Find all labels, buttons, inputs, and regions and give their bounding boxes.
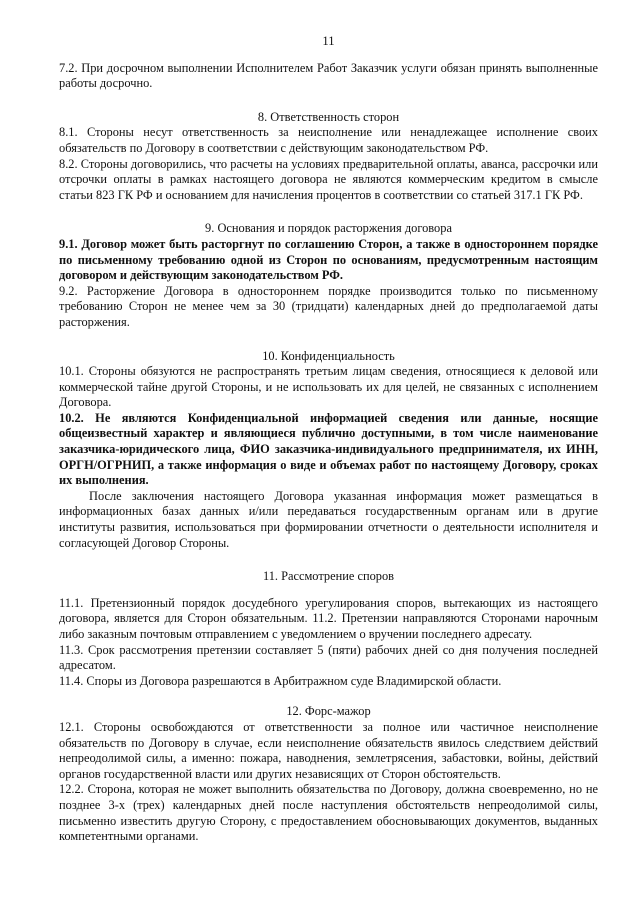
clause-10-3: После заключения настоящего Договора указанная информация может размещаться в информационных базах данных и/или передаваться государственным органам или в другие институты развития, использоваться при формировании отчетности о деятельности исполнителя и согласующей Договор Стороны. [59, 488, 598, 550]
section-9-heading: 9. Основания и порядок расторжения договора [205, 221, 452, 236]
page-number: 11 [322, 34, 335, 48]
clause-11-3: 11.3. Срок рассмотрения претензии составляет 5 (пяти) рабочих дней со дня получения последней адресатом. [59, 642, 598, 673]
clause-8-2: 8.2. Стороны договорились, что расчеты на условиях предварительной оплаты, аванса, рассрочки или отсрочки оплаты в рамках настоящего договора не являются коммерческим кредитом в смысле статьи 823 ГК РФ и основанием для начисления процентов в соответствии со статьей 317.1 ГК РФ. [59, 156, 598, 202]
clause-8-1: 8.1. Стороны несут ответственность за неисполнение или ненадлежащее исполнение своих обязательств по Договору в соответствии с действующим законодательством РФ. [59, 125, 598, 155]
clause-12-1: 12.1. Стороны освобождаются от ответственности за полное или частичное неисполнение обязательств по Договору в случае, если неисполнение обязательств явилось следствием действий непреодолимой силы, а именно: пожара, наводнения, землетрясения, забастовки, войны, действий органов государственной власти или других независящих от Сторон обстоятельств. [59, 719, 598, 781]
clause-7-2: 7.2. При досрочном выполнении Исполнителем Работ Заказчик услуги обязан принять выполненные работы досрочно. [59, 60, 598, 91]
section-12-heading: 12. Форс-мажор [286, 704, 371, 719]
section-8-heading: 8. Ответственность сторон [257, 109, 400, 124]
section-11-heading: 11. Рассмотрение споров [262, 569, 395, 584]
clause-10-1: 10.1. Стороны обязуются не распространять третьим лицам сведения, относящиеся к деловой или коммерческой тайне другой Стороны, и не использовать их для целей, не связанных с исполнением Договора. [59, 364, 598, 410]
clause-9-1: 9.1. Договор может быть расторгнут по соглашению Сторон, а также в одностороннем порядке по письменному требованию одной из Сторон по основаниям, предусмотренным настоящим договором и действующим законодательством РФ. [59, 236, 598, 283]
clause-11-1-2: 11.1. Претензионный порядок досудебного урегулирования споров, вытекающих из настоящего договора, является для Сторон обязательным. 11.2. Претензии направляются Сторонами нарочным либо заказным почтовым отправлением с уведомлением о вручении последнего адресату. [59, 595, 598, 641]
clause-9-2: 9.2. Расторжение Договора в одностороннем порядке производится только по письменному требованию Сторон не менее чем за 30 (тридцати) календарных дней до предполагаемой даты расторжения. [59, 283, 598, 329]
clause-12-2: 12.2. Сторона, которая не может выполнить обязательства по Договору, должна своевременно, но не позднее 3-х (трех) календарных дней после наступления обстоятельств непреодолимой силы, письменно известить другую Сторону, с предоставлением обосновывающих документов, выданных компетентными органами. [59, 782, 598, 844]
clause-11-4: 11.4. Споры из Договора разрешаются в Арбитражном суде Владимирской области. [59, 673, 502, 688]
section-10-heading: 10. Конфиденциальность [262, 348, 395, 363]
document-page [59, 34, 598, 845]
clause-10-2: 10.2. Не являются Конфиденциальной информацией сведения или данные, носящие общеизвестный характер и являющиеся публично доступными, в том числе наименование заказчика-юридического лица, ФИО заказчика-индивидуального предпринимателя, их ИНН, ОРГН/ОГРНИП, а также информация о виде и объемах работ по настоящему Договору, сроках их выполнения. [59, 410, 598, 488]
